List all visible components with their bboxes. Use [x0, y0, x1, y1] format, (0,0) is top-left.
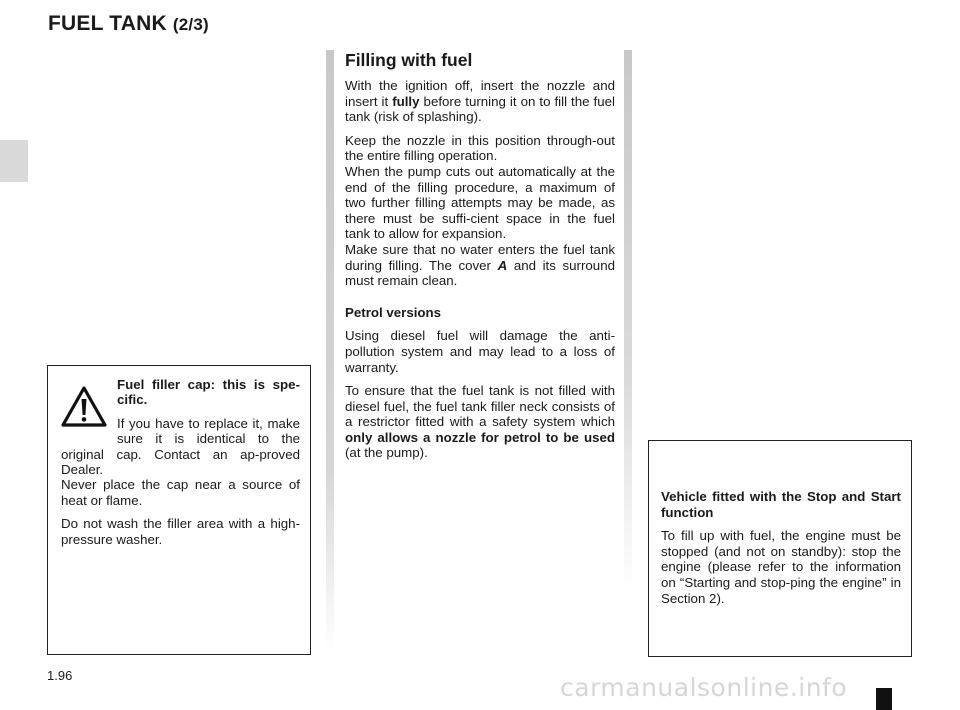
warning-triangle-icon — [61, 385, 107, 429]
warning-pressure-washer: Do not wash the filler area with a high-pressure washer. — [61, 516, 300, 547]
paragraph-keep-nozzle: Keep the nozzle in this position through-out the entire filling operation. — [345, 132, 615, 164]
cover-label-a: A — [497, 257, 508, 273]
paragraph-pump-cuts-out: When the pump cuts out automatically at the end of the filling procedure, a maximum of two further filling attempts may be made, as there must be suffi-cient space in the fuel tank to allow for expansion. — [345, 163, 615, 242]
stop-start-info-box — [648, 440, 912, 657]
page-corner-mark — [876, 688, 892, 710]
page-number: 1.96 — [47, 668, 73, 683]
section-tab-marker — [0, 140, 28, 182]
emphasis-petrol-nozzle: only allows a nozzle for petrol to be used — [345, 429, 615, 445]
paragraph-restrictor: To ensure that the fuel tank is not filled with diesel fuel, the fuel tank filler neck consists of a restrictor fitted with a safety system which only allows a nozzle for petrol to be used (at the pump). — [345, 383, 615, 461]
column-divider-right — [624, 50, 632, 650]
column-divider-left — [326, 50, 334, 650]
main-column — [345, 50, 615, 469]
page-title: FUEL TANK (2/3) — [48, 12, 209, 35]
info-text: To fill up with fuel, the engine must be stopped (and not on standby): stop the engine (please refer to the information on “Starting and stop-ping the engine” in Section 2). — [661, 528, 901, 606]
info-title: Vehicle fitted with the Stop and Start function — [661, 489, 901, 520]
emphasis-fully: fully — [392, 93, 420, 109]
section-heading: Filling with fuel — [345, 50, 473, 70]
warning-heat-source: Never place the cap near a source of heat or flame. — [61, 477, 300, 508]
subheading-petrol-versions: Petrol versions — [345, 304, 442, 320]
page-title-suffix: (2/3) — [172, 15, 209, 34]
warning-box — [47, 365, 311, 655]
warning-replace-cap: If you have to replace it, make sure it is identical to the original cap. Contact an ap-proved Dealer. — [61, 415, 300, 478]
paragraph-insert-nozzle: With the ignition off, insert the nozzle and insert it fully before turning it on to fill the fuel tank (risk of splashing). — [345, 78, 615, 125]
watermark: carmanualsonline.info — [560, 673, 848, 702]
paragraph-no-water: Make sure that no water enters the fuel tank during filling. The cover A and its surround must remain clean. — [345, 241, 615, 289]
warning-title: Fuel filler cap: this is spe-cific. — [117, 377, 300, 408]
paragraph-diesel-damage: Using diesel fuel will damage the anti-pollution system and may lead to a loss of warranty. — [345, 328, 615, 375]
